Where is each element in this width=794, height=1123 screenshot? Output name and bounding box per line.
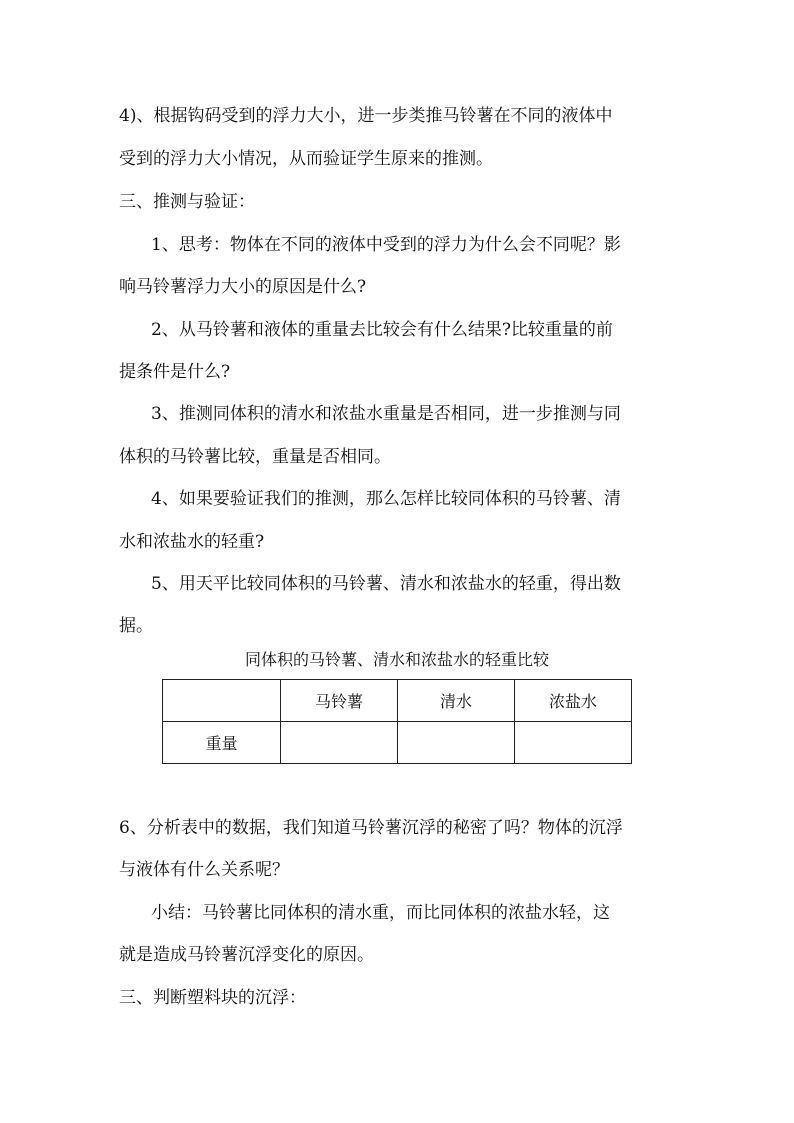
table-header-cell: 清水 (397, 680, 514, 722)
table-caption: 同体积的马铃薯、清水和浓盐水的轻重比较 (244, 650, 549, 669)
question-1-line1: 1、思考：物体在不同的液体中受到的浮力为什么会不同呢？影 (151, 235, 621, 255)
section-heading-judge: 三、判断塑料块的沉浮： (119, 988, 306, 1008)
question-2-line1: 2、从马铃薯和液体的重量去比较会有什么结果?比较重量的前 (151, 320, 613, 340)
table-cell (514, 722, 631, 764)
question-1-line2: 响马铃薯浮力大小的原因是什么? (119, 277, 367, 297)
comparison-table (162, 679, 632, 764)
question-4-line2: 水和浓盐水的轻重? (119, 532, 265, 552)
table-cell: 重量 (163, 722, 281, 764)
table-header-cell (163, 680, 281, 722)
table-cell (280, 722, 397, 764)
summary-line2: 就是造成马铃薯沉浮变化的原因。 (119, 945, 374, 965)
table-header-cell: 浓盐水 (514, 680, 631, 722)
question-5-line1: 5、用天平比较同体积的马铃薯、清水和浓盐水的轻重，得出数 (151, 574, 621, 594)
question-4-line1: 4、如果要验证我们的推测，那么怎样比较同体积的马铃薯、清 (151, 489, 621, 509)
question-6-line2: 与液体有什么关系呢？ (119, 860, 289, 880)
table-cell (397, 722, 514, 764)
section-heading-infer: 三、推测与验证： (119, 192, 255, 212)
question-2-line2: 提条件是什么? (119, 362, 231, 382)
summary-line1: 小结：马铃薯比同体积的清水重，而比同体积的浓盐水轻，这 (151, 903, 610, 923)
question-3-line2: 体积的马铃薯比较，重量是否相同。 (119, 447, 391, 467)
paragraph-step4-line2: 受到的浮力大小情况，从而验证学生原来的推测。 (119, 149, 493, 169)
paragraph-step4-line1: 4)、根据钩码受到的浮力大小，进一步类推马铃薯在不同的液体中 (119, 106, 613, 126)
table-header-row (163, 680, 632, 722)
question-6-line1: 6、分析表中的数据，我们知道马铃薯沉浮的秘密了吗？物体的沉浮 (119, 818, 623, 838)
table-row (163, 722, 632, 764)
question-5-line2: 据。 (119, 616, 153, 636)
table-header-cell: 马铃薯 (280, 680, 397, 722)
question-3-line1: 3、推测同体积的清水和浓盐水重量是否相同，进一步推测与同 (151, 404, 621, 424)
